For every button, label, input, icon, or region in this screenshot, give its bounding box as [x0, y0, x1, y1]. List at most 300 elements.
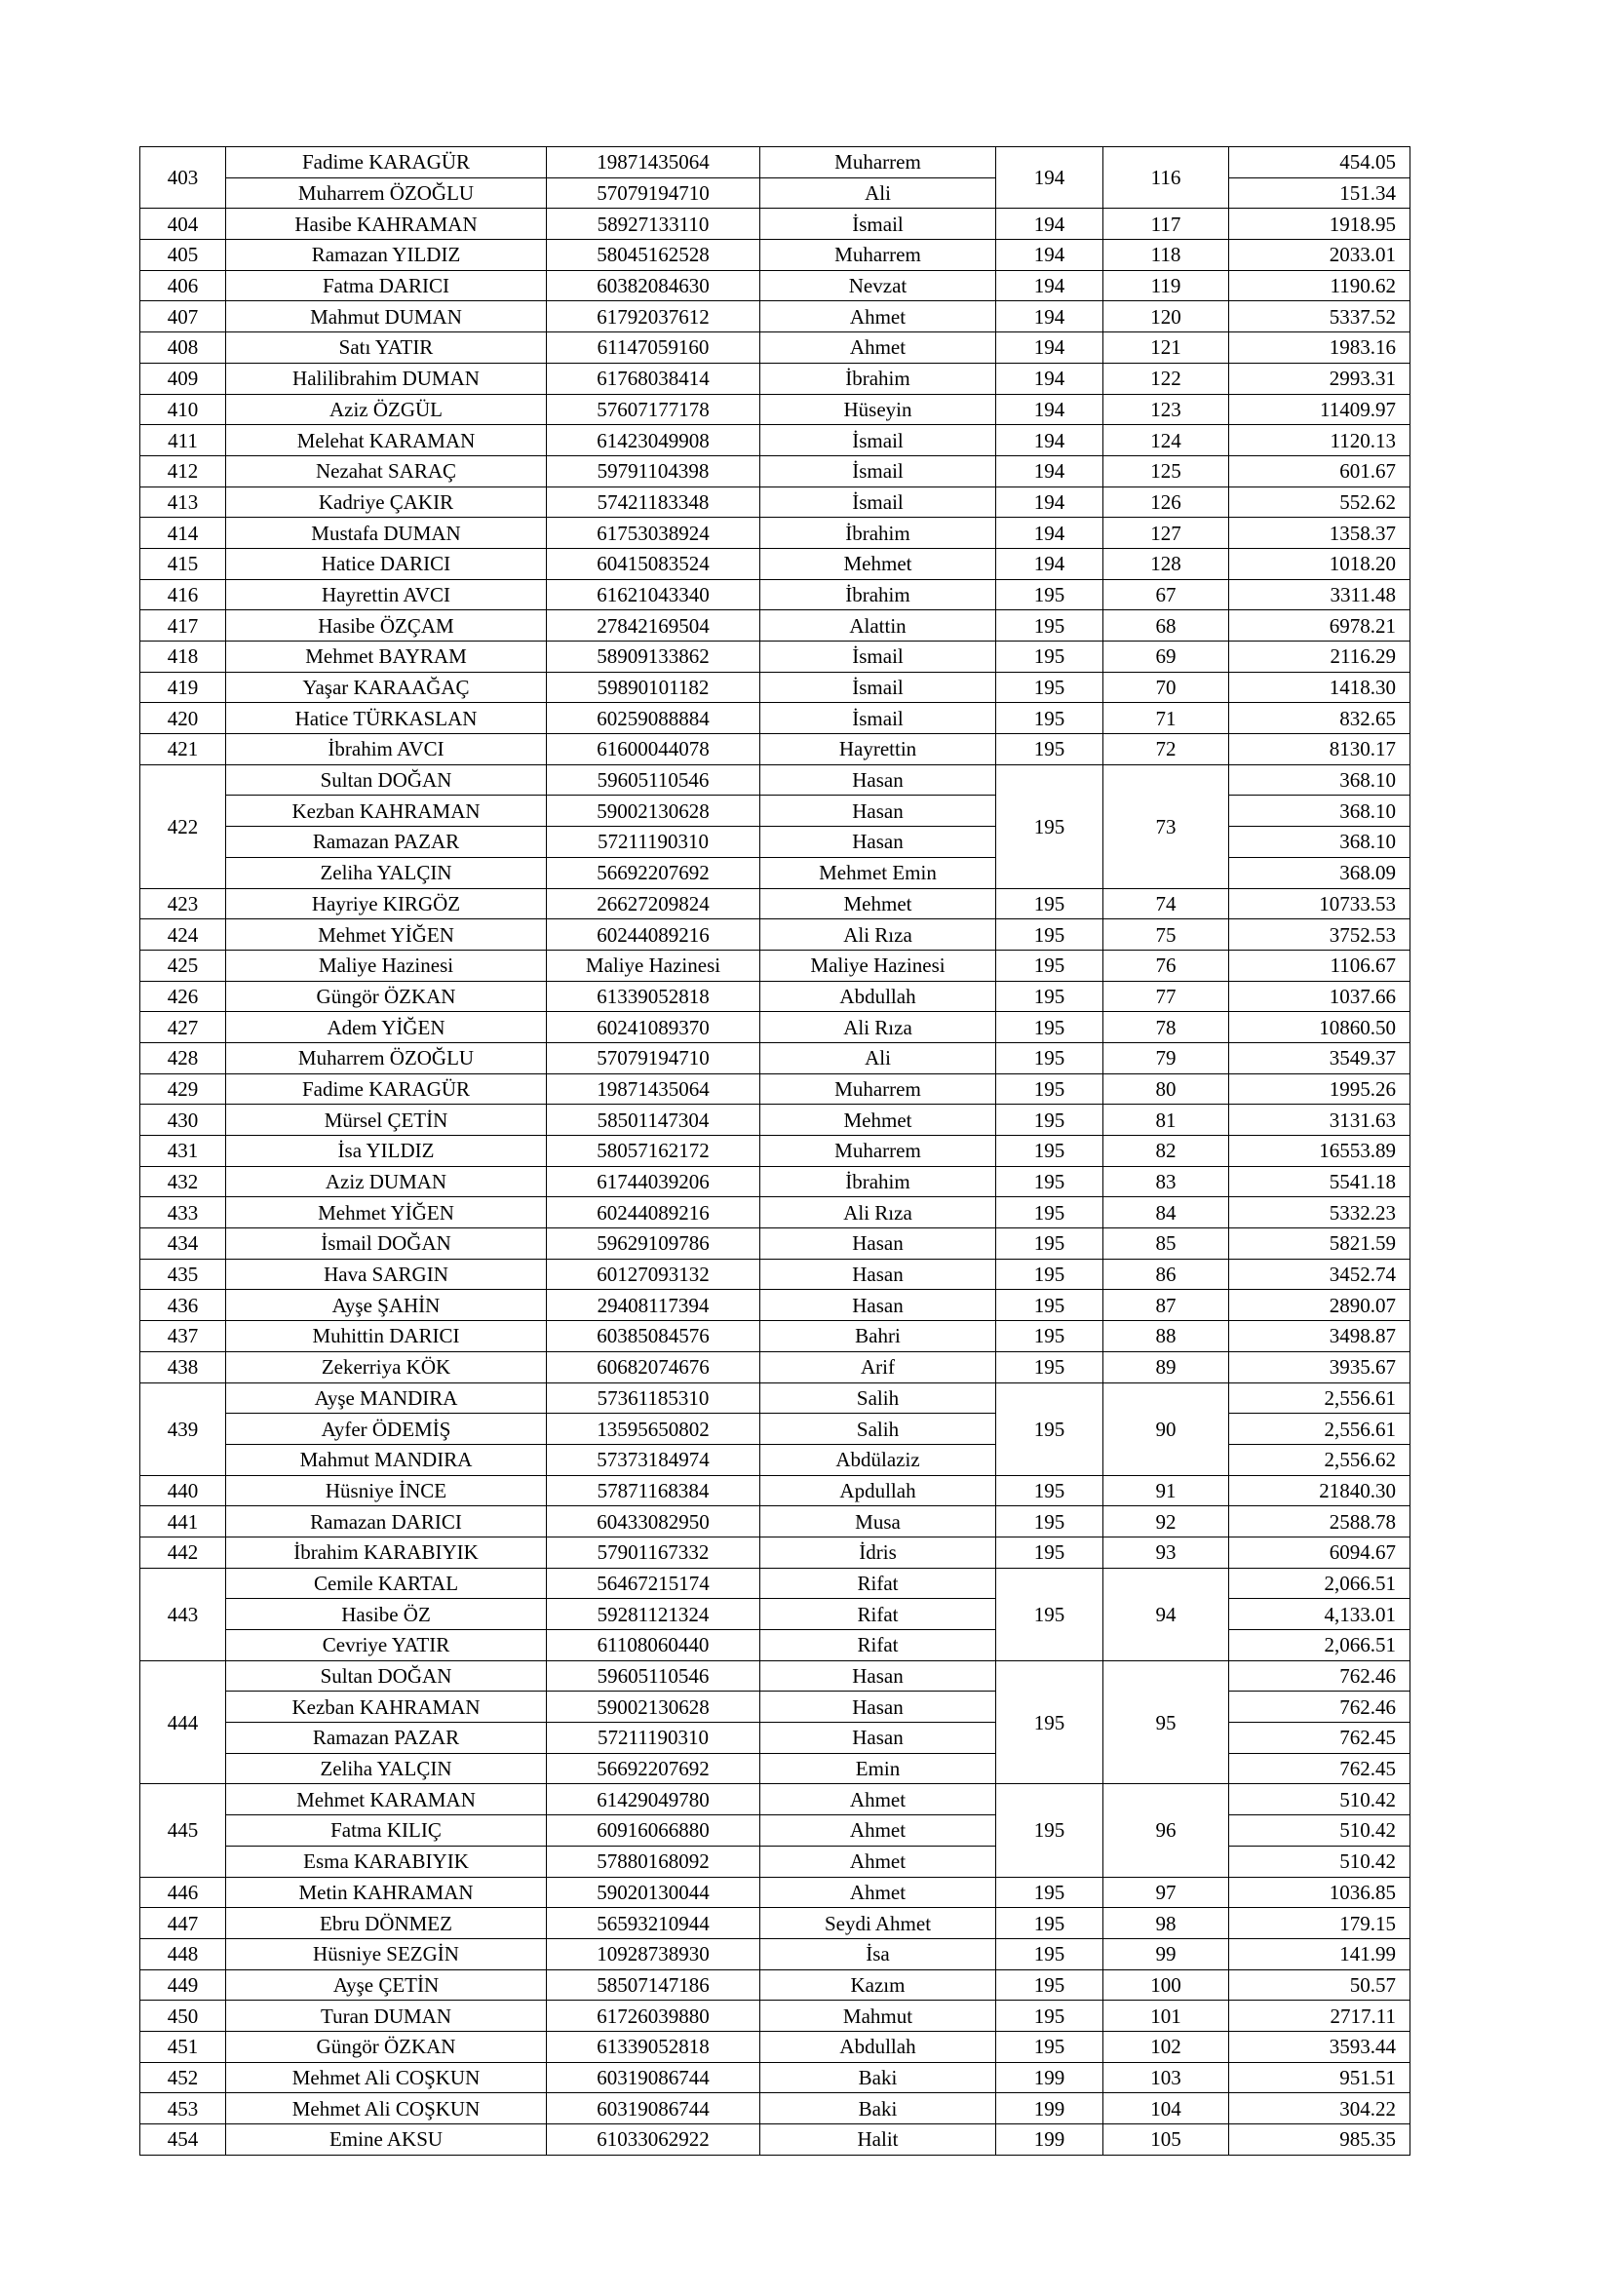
- id-number-cell: 13595650802: [547, 1414, 760, 1445]
- id-number-cell: 60319086744: [547, 2062, 760, 2093]
- parsel-cell: 93: [1103, 1537, 1229, 1568]
- owner-name-cell: Sultan DOĞAN: [226, 764, 547, 796]
- amount-cell: 985.35: [1229, 2124, 1410, 2156]
- id-number-cell: 59020130044: [547, 1877, 760, 1908]
- table-row: [140, 486, 1410, 518]
- owner-name-cell: Fatma DARICI: [226, 270, 547, 301]
- row-number-cell: 408: [140, 332, 226, 364]
- table-row: [140, 734, 1410, 765]
- id-number-cell: 61726039880: [547, 2001, 760, 2032]
- table-row: [140, 764, 1410, 796]
- father-name-cell: Muharrem: [760, 147, 996, 178]
- father-name-cell: Hayrettin: [760, 734, 996, 765]
- row-number-cell: 434: [140, 1228, 226, 1260]
- father-name-cell: İdris: [760, 1537, 996, 1568]
- ada-cell: 195: [996, 1568, 1103, 1660]
- table-row: [140, 1259, 1410, 1290]
- father-name-cell: Mahmut: [760, 2001, 996, 2032]
- father-name-cell: İbrahim: [760, 518, 996, 549]
- father-name-cell: İsmail: [760, 425, 996, 456]
- amount-cell: 1190.62: [1229, 270, 1410, 301]
- parsel-cell: 90: [1103, 1382, 1229, 1475]
- parsel-cell: 86: [1103, 1259, 1229, 1290]
- ada-cell: 194: [996, 301, 1103, 332]
- owner-name-cell: Hayrettin AVCI: [226, 579, 547, 610]
- id-number-cell: 60319086744: [547, 2093, 760, 2124]
- ada-cell: 195: [996, 1259, 1103, 1290]
- id-number-cell: 61033062922: [547, 2124, 760, 2156]
- parsel-cell: 95: [1103, 1660, 1229, 1784]
- amount-cell: 368.10: [1229, 764, 1410, 796]
- row-number-cell: 447: [140, 1908, 226, 1939]
- father-name-cell: İsa: [760, 1938, 996, 1969]
- owner-name-cell: Hayriye KIRGÖZ: [226, 888, 547, 919]
- amount-cell: 2033.01: [1229, 240, 1410, 271]
- amount-cell: 5332.23: [1229, 1197, 1410, 1228]
- table-row: [140, 2062, 1410, 2093]
- row-number-cell: 417: [140, 610, 226, 642]
- father-name-cell: Hasan: [760, 1692, 996, 1723]
- amount-cell: 368.09: [1229, 857, 1410, 888]
- row-number-cell: 415: [140, 548, 226, 579]
- row-number-cell: 410: [140, 394, 226, 425]
- amount-cell: 1106.67: [1229, 950, 1410, 981]
- ada-cell: 195: [996, 1321, 1103, 1352]
- father-name-cell: Ali Rıza: [760, 919, 996, 951]
- amount-cell: 1995.26: [1229, 1073, 1410, 1105]
- id-number-cell: 58507147186: [547, 1969, 760, 2001]
- table-row: [140, 919, 1410, 951]
- table-row: [140, 1136, 1410, 1167]
- amount-cell: 3498.87: [1229, 1321, 1410, 1352]
- father-name-cell: Hasan: [760, 827, 996, 858]
- father-name-cell: Abdullah: [760, 2031, 996, 2062]
- parsel-cell: 99: [1103, 1938, 1229, 1969]
- id-number-cell: 61792037612: [547, 301, 760, 332]
- owner-name-cell: Maliye Hazinesi: [226, 950, 547, 981]
- amount-cell: 2588.78: [1229, 1506, 1410, 1537]
- row-number-cell: 444: [140, 1660, 226, 1784]
- amount-cell: 50.57: [1229, 1969, 1410, 2001]
- table-row: [140, 2031, 1410, 2062]
- table-row: [140, 1938, 1410, 1969]
- id-number-cell: 61339052818: [547, 2031, 760, 2062]
- ada-cell: 195: [996, 1197, 1103, 1228]
- father-name-cell: İsmail: [760, 209, 996, 240]
- parsel-cell: 120: [1103, 301, 1229, 332]
- id-number-cell: 56467215174: [547, 1568, 760, 1599]
- owner-name-cell: Yaşar KARAAĞAÇ: [226, 672, 547, 703]
- ada-cell: 199: [996, 2124, 1103, 2156]
- owner-name-cell: Zekerriya KÖK: [226, 1351, 547, 1382]
- id-number-cell: 58045162528: [547, 240, 760, 271]
- table-row: [140, 1321, 1410, 1352]
- parsel-cell: 116: [1103, 147, 1229, 209]
- id-number-cell: 60682074676: [547, 1351, 760, 1382]
- amount-cell: 3752.53: [1229, 919, 1410, 951]
- row-number-cell: 454: [140, 2124, 226, 2156]
- id-number-cell: 56692207692: [547, 1753, 760, 1784]
- father-name-cell: Nevzat: [760, 270, 996, 301]
- id-number-cell: 59605110546: [547, 1660, 760, 1692]
- owner-name-cell: Hatice DARICI: [226, 548, 547, 579]
- father-name-cell: Hasan: [760, 1723, 996, 1754]
- father-name-cell: Muharrem: [760, 240, 996, 271]
- father-name-cell: Muharrem: [760, 1073, 996, 1105]
- amount-cell: 6094.67: [1229, 1537, 1410, 1568]
- table-row: [140, 1382, 1410, 1414]
- ada-cell: 195: [996, 1877, 1103, 1908]
- id-number-cell: 60244089216: [547, 1197, 760, 1228]
- id-number-cell: 57901167332: [547, 1537, 760, 1568]
- amount-cell: 3935.67: [1229, 1351, 1410, 1382]
- ada-cell: 195: [996, 1506, 1103, 1537]
- father-name-cell: Ali: [760, 1042, 996, 1073]
- table-row: [140, 888, 1410, 919]
- id-number-cell: 59281121324: [547, 1599, 760, 1630]
- row-number-cell: 420: [140, 703, 226, 734]
- owner-name-cell: Satı YATIR: [226, 332, 547, 364]
- father-name-cell: Rifat: [760, 1599, 996, 1630]
- table-row: [140, 1105, 1410, 1136]
- ada-cell: 195: [996, 919, 1103, 951]
- owner-name-cell: Nezahat SARAÇ: [226, 455, 547, 486]
- amount-cell: 601.67: [1229, 455, 1410, 486]
- row-number-cell: 430: [140, 1105, 226, 1136]
- owner-name-cell: Fadime KARAGÜR: [226, 1073, 547, 1105]
- table-row: [140, 394, 1410, 425]
- table-row: [140, 1351, 1410, 1382]
- row-number-cell: 421: [140, 734, 226, 765]
- id-number-cell: 57607177178: [547, 394, 760, 425]
- row-number-cell: 422: [140, 764, 226, 888]
- father-name-cell: Emin: [760, 1753, 996, 1784]
- row-number-cell: 431: [140, 1136, 226, 1167]
- parsel-cell: 82: [1103, 1136, 1229, 1167]
- owner-name-cell: Mehmet KARAMAN: [226, 1784, 547, 1815]
- father-name-cell: Ali Rıza: [760, 1012, 996, 1043]
- table-row: [140, 1537, 1410, 1568]
- father-name-cell: Hasan: [760, 796, 996, 827]
- row-number-cell: 450: [140, 2001, 226, 2032]
- ada-cell: 195: [996, 642, 1103, 673]
- ada-cell: 195: [996, 2031, 1103, 2062]
- ada-cell: 195: [996, 1784, 1103, 1877]
- ada-cell: 195: [996, 1537, 1103, 1568]
- id-number-cell: 61423049908: [547, 425, 760, 456]
- table-row: [140, 455, 1410, 486]
- id-number-cell: Maliye Hazinesi: [547, 950, 760, 981]
- parsel-cell: 83: [1103, 1166, 1229, 1197]
- parsel-cell: 117: [1103, 209, 1229, 240]
- amount-cell: 5337.52: [1229, 301, 1410, 332]
- amount-cell: 16553.89: [1229, 1136, 1410, 1167]
- row-number-cell: 453: [140, 2093, 226, 2124]
- id-number-cell: 56593210944: [547, 1908, 760, 1939]
- ada-cell: 195: [996, 579, 1103, 610]
- parsel-cell: 119: [1103, 270, 1229, 301]
- table-row: [140, 642, 1410, 673]
- parsel-cell: 122: [1103, 363, 1229, 394]
- amount-cell: 2,556.61: [1229, 1382, 1410, 1414]
- table-row: [140, 1197, 1410, 1228]
- id-number-cell: 59605110546: [547, 764, 760, 796]
- amount-cell: 510.42: [1229, 1784, 1410, 1815]
- row-number-cell: 403: [140, 147, 226, 209]
- amount-cell: 2717.11: [1229, 2001, 1410, 2032]
- ada-cell: 194: [996, 486, 1103, 518]
- owner-name-cell: Mahmut DUMAN: [226, 301, 547, 332]
- parsel-cell: 70: [1103, 672, 1229, 703]
- amount-cell: 552.62: [1229, 486, 1410, 518]
- ada-cell: 194: [996, 548, 1103, 579]
- id-number-cell: 61108060440: [547, 1630, 760, 1661]
- owner-name-cell: Melehat KARAMAN: [226, 425, 547, 456]
- parsel-cell: 118: [1103, 240, 1229, 271]
- owner-name-cell: Mürsel ÇETİN: [226, 1105, 547, 1136]
- ada-cell: 195: [996, 1908, 1103, 1939]
- amount-cell: 1036.85: [1229, 1877, 1410, 1908]
- parsel-cell: 80: [1103, 1073, 1229, 1105]
- amount-cell: 5541.18: [1229, 1166, 1410, 1197]
- table-row: [140, 1290, 1410, 1321]
- amount-cell: 951.51: [1229, 2062, 1410, 2093]
- ada-cell: 195: [996, 1228, 1103, 1260]
- id-number-cell: 57421183348: [547, 486, 760, 518]
- id-number-cell: 58927133110: [547, 209, 760, 240]
- ada-cell: 195: [996, 1660, 1103, 1784]
- row-number-cell: 418: [140, 642, 226, 673]
- father-name-cell: Arif: [760, 1351, 996, 1382]
- id-number-cell: 57211190310: [547, 827, 760, 858]
- father-name-cell: Musa: [760, 1506, 996, 1537]
- ada-cell: 195: [996, 1290, 1103, 1321]
- table-row: [140, 2001, 1410, 2032]
- ada-cell: 194: [996, 332, 1103, 364]
- owner-name-cell: Mehmet YİĞEN: [226, 1197, 547, 1228]
- father-name-cell: Maliye Hazinesi: [760, 950, 996, 981]
- table-row: [140, 518, 1410, 549]
- owner-name-cell: Hüsniye SEZGİN: [226, 1938, 547, 1969]
- amount-cell: 762.45: [1229, 1723, 1410, 1754]
- ada-cell: 195: [996, 1475, 1103, 1506]
- father-name-cell: Hasan: [760, 1259, 996, 1290]
- id-number-cell: 60259088884: [547, 703, 760, 734]
- parsel-cell: 81: [1103, 1105, 1229, 1136]
- father-name-cell: Ahmet: [760, 301, 996, 332]
- id-number-cell: 60385084576: [547, 1321, 760, 1352]
- father-name-cell: Muharrem: [760, 1136, 996, 1167]
- owner-name-cell: Emine AKSU: [226, 2124, 547, 2156]
- amount-cell: 1983.16: [1229, 332, 1410, 364]
- owner-name-cell: Kezban KAHRAMAN: [226, 1692, 547, 1723]
- id-number-cell: 58909133862: [547, 642, 760, 673]
- table-row: [140, 1042, 1410, 1073]
- father-name-cell: Rifat: [760, 1568, 996, 1599]
- parsel-cell: 128: [1103, 548, 1229, 579]
- parsel-cell: 72: [1103, 734, 1229, 765]
- owner-name-cell: Mehmet YİĞEN: [226, 919, 547, 951]
- parsel-cell: 92: [1103, 1506, 1229, 1537]
- ada-cell: 195: [996, 1012, 1103, 1043]
- amount-cell: 11409.97: [1229, 394, 1410, 425]
- amount-cell: 1120.13: [1229, 425, 1410, 456]
- owner-name-cell: Mehmet Ali COŞKUN: [226, 2093, 547, 2124]
- row-number-cell: 442: [140, 1537, 226, 1568]
- row-number-cell: 419: [140, 672, 226, 703]
- ada-cell: 194: [996, 147, 1103, 209]
- ownership-table: [139, 146, 1410, 2156]
- father-name-cell: Baki: [760, 2062, 996, 2093]
- amount-cell: 2,556.62: [1229, 1444, 1410, 1475]
- owner-name-cell: İsmail DOĞAN: [226, 1228, 547, 1260]
- father-name-cell: Mehmet Emin: [760, 857, 996, 888]
- id-number-cell: 26627209824: [547, 888, 760, 919]
- row-number-cell: 429: [140, 1073, 226, 1105]
- ada-cell: 195: [996, 610, 1103, 642]
- owner-name-cell: Mehmet Ali COŞKUN: [226, 2062, 547, 2093]
- amount-cell: 3311.48: [1229, 579, 1410, 610]
- row-number-cell: 423: [140, 888, 226, 919]
- parsel-cell: 87: [1103, 1290, 1229, 1321]
- id-number-cell: 61768038414: [547, 363, 760, 394]
- owner-name-cell: İbrahim KARABIYIK: [226, 1537, 547, 1568]
- row-number-cell: 436: [140, 1290, 226, 1321]
- table-row: [140, 1228, 1410, 1260]
- father-name-cell: İsmail: [760, 703, 996, 734]
- father-name-cell: Hüseyin: [760, 394, 996, 425]
- id-number-cell: 57211190310: [547, 1723, 760, 1754]
- amount-cell: 10860.50: [1229, 1012, 1410, 1043]
- table-row: [140, 548, 1410, 579]
- parsel-cell: 126: [1103, 486, 1229, 518]
- parsel-cell: 76: [1103, 950, 1229, 981]
- ada-cell: 195: [996, 1105, 1103, 1136]
- id-number-cell: 56692207692: [547, 857, 760, 888]
- owner-name-cell: Metin KAHRAMAN: [226, 1877, 547, 1908]
- amount-cell: 510.42: [1229, 1815, 1410, 1847]
- amount-cell: 762.45: [1229, 1753, 1410, 1784]
- father-name-cell: İsmail: [760, 672, 996, 703]
- id-number-cell: 59890101182: [547, 672, 760, 703]
- ada-cell: 194: [996, 394, 1103, 425]
- owner-name-cell: Hatice TÜRKASLAN: [226, 703, 547, 734]
- amount-cell: 1037.66: [1229, 981, 1410, 1012]
- table-row: [140, 147, 1410, 178]
- parsel-cell: 121: [1103, 332, 1229, 364]
- table-row: [140, 1073, 1410, 1105]
- father-name-cell: İsmail: [760, 642, 996, 673]
- table-row: [140, 1568, 1410, 1599]
- table-row: [140, 425, 1410, 456]
- amount-cell: 2,556.61: [1229, 1414, 1410, 1445]
- owner-name-cell: Kezban KAHRAMAN: [226, 796, 547, 827]
- id-number-cell: 60382084630: [547, 270, 760, 301]
- row-number-cell: 404: [140, 209, 226, 240]
- ada-cell: 194: [996, 425, 1103, 456]
- father-name-cell: Hasan: [760, 1290, 996, 1321]
- father-name-cell: Seydi Ahmet: [760, 1908, 996, 1939]
- id-number-cell: 57361185310: [547, 1382, 760, 1414]
- parsel-cell: 94: [1103, 1568, 1229, 1660]
- father-name-cell: Ahmet: [760, 1846, 996, 1877]
- row-number-cell: 425: [140, 950, 226, 981]
- ada-cell: 194: [996, 270, 1103, 301]
- owner-name-cell: Aziz DUMAN: [226, 1166, 547, 1197]
- father-name-cell: Hasan: [760, 1660, 996, 1692]
- owner-name-cell: Halilibrahim DUMAN: [226, 363, 547, 394]
- amount-cell: 2,066.51: [1229, 1630, 1410, 1661]
- father-name-cell: Abdülaziz: [760, 1444, 996, 1475]
- table-row: [140, 950, 1410, 981]
- table-row: [140, 270, 1410, 301]
- owner-name-cell: Cemile KARTAL: [226, 1568, 547, 1599]
- id-number-cell: 61753038924: [547, 518, 760, 549]
- ada-cell: 194: [996, 363, 1103, 394]
- amount-cell: 832.65: [1229, 703, 1410, 734]
- amount-cell: 3549.37: [1229, 1042, 1410, 1073]
- father-name-cell: Salih: [760, 1414, 996, 1445]
- amount-cell: 1418.30: [1229, 672, 1410, 703]
- row-number-cell: 424: [140, 919, 226, 951]
- parsel-cell: 100: [1103, 1969, 1229, 2001]
- father-name-cell: Hasan: [760, 764, 996, 796]
- table-row: [140, 1908, 1410, 1939]
- owner-name-cell: İbrahim AVCI: [226, 734, 547, 765]
- amount-cell: 2116.29: [1229, 642, 1410, 673]
- id-number-cell: 60241089370: [547, 1012, 760, 1043]
- table-row: [140, 1969, 1410, 2001]
- ada-cell: 195: [996, 1382, 1103, 1475]
- amount-cell: 304.22: [1229, 2093, 1410, 2124]
- ada-cell: 195: [996, 1136, 1103, 1167]
- amount-cell: 3593.44: [1229, 2031, 1410, 2062]
- row-number-cell: 438: [140, 1351, 226, 1382]
- parsel-cell: 73: [1103, 764, 1229, 888]
- amount-cell: 1918.95: [1229, 209, 1410, 240]
- row-number-cell: 405: [140, 240, 226, 271]
- father-name-cell: Ali Rıza: [760, 1197, 996, 1228]
- father-name-cell: Apdullah: [760, 1475, 996, 1506]
- row-number-cell: 406: [140, 270, 226, 301]
- row-number-cell: 414: [140, 518, 226, 549]
- row-number-cell: 432: [140, 1166, 226, 1197]
- father-name-cell: Ahmet: [760, 1784, 996, 1815]
- table-row: [140, 1877, 1410, 1908]
- parsel-cell: 124: [1103, 425, 1229, 456]
- row-number-cell: 412: [140, 455, 226, 486]
- parsel-cell: 125: [1103, 455, 1229, 486]
- owner-name-cell: Ayşe ÇETİN: [226, 1969, 547, 2001]
- owner-name-cell: Sultan DOĞAN: [226, 1660, 547, 1692]
- ada-cell: 194: [996, 209, 1103, 240]
- owner-name-cell: Turan DUMAN: [226, 2001, 547, 2032]
- table-row: [140, 1475, 1410, 1506]
- owner-name-cell: Ramazan PAZAR: [226, 1723, 547, 1754]
- owner-name-cell: Zeliha YALÇIN: [226, 1753, 547, 1784]
- parsel-cell: 123: [1103, 394, 1229, 425]
- row-number-cell: 452: [140, 2062, 226, 2093]
- id-number-cell: 61744039206: [547, 1166, 760, 1197]
- amount-cell: 6978.21: [1229, 610, 1410, 642]
- row-number-cell: 435: [140, 1259, 226, 1290]
- ada-cell: 195: [996, 981, 1103, 1012]
- parsel-cell: 78: [1103, 1012, 1229, 1043]
- amount-cell: 179.15: [1229, 1908, 1410, 1939]
- amount-cell: 21840.30: [1229, 1475, 1410, 1506]
- ada-cell: 195: [996, 1969, 1103, 2001]
- table-row: [140, 240, 1410, 271]
